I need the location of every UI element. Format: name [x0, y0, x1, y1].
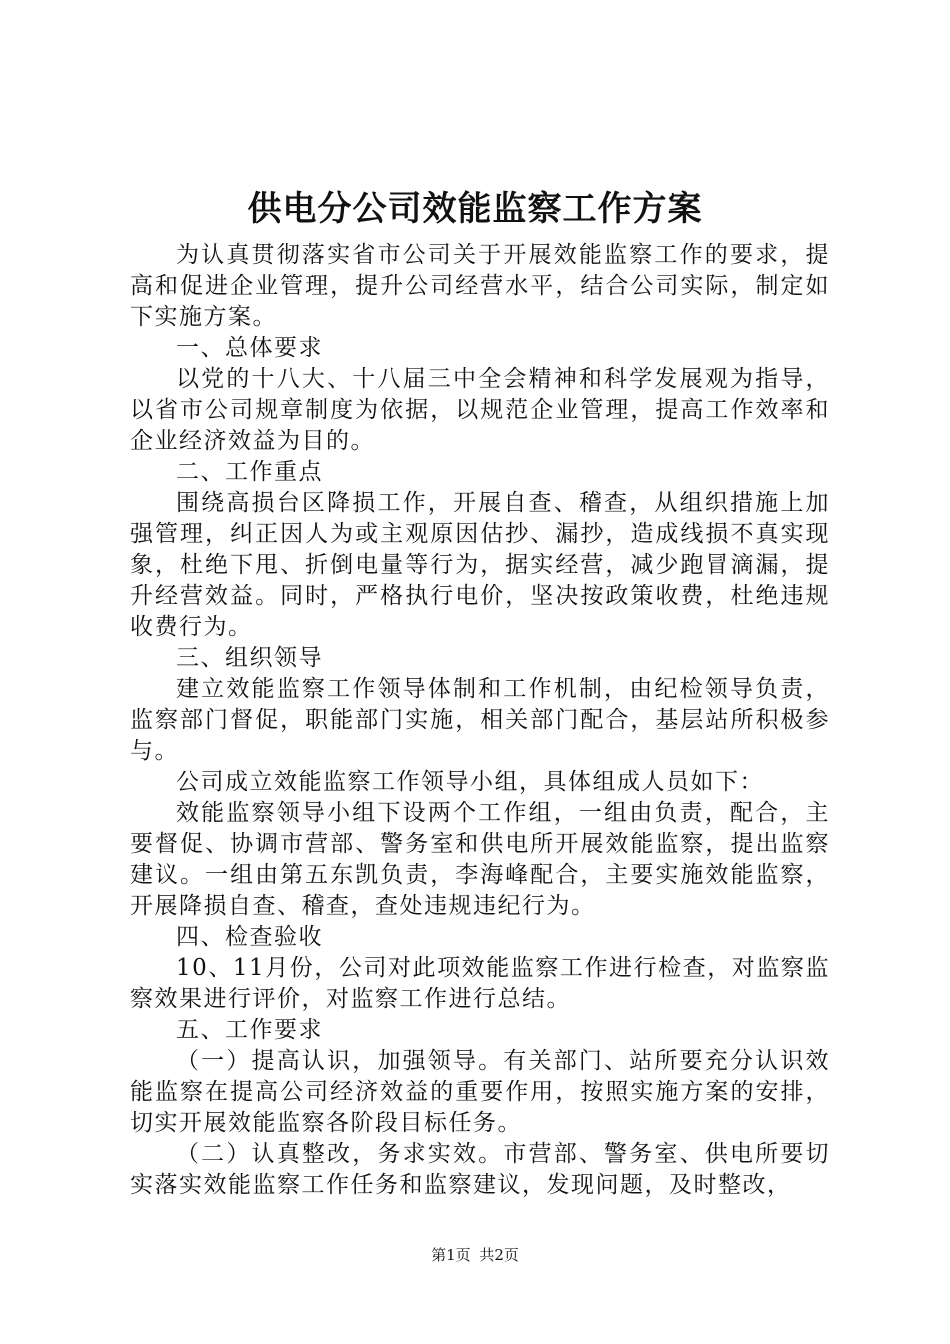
section-heading-general: 一、总体要求: [176, 335, 323, 361]
paragraph-inspection: 10、11月份，公司对此项效能监察工作进行检查，对监察监察效果进行评价，对监察工作进行总结。: [130, 955, 830, 1012]
section-heading-inspection: 四、检查验收: [176, 924, 323, 950]
paragraph-group-members: 公司成立效能监察工作领导小组，具体组成人员如下：: [176, 769, 764, 795]
intro-paragraph: 为认真贯彻落实省市公司关于开展效能监察工作的要求，提高和促进企业管理，提升公司经营水平，结合公司实际，制定如下实施方案。: [130, 242, 830, 330]
paragraph-requirement-1: （一）提高认识，加强领导。有关部门、站所要充分认识效能监察在提高公司经济效益的重要作用，按照实施方案的安排，切实开展效能监察各阶段目标任务。: [130, 1048, 830, 1136]
page-footer: [0, 1244, 950, 1266]
paragraph-leadership: 建立效能监察工作领导体制和工作机制，由纪检领导负责，监察部门督促，职能部门实施，相关部门配合，基层站所积极参与。: [130, 676, 830, 764]
page-number: 第1页: [431, 1246, 471, 1264]
paragraph-working-groups: 效能监察领导小组下设两个工作组，一组由负责，配合，主要督促、协调市营部、警务室和供电所开展效能监察，提出监察建议。一组由第五东凯负责，李海峰配合，主要实施效能监察，开展降损自查、稽查，查处违规违纪行为。: [130, 800, 830, 919]
paragraph-requirement-2: （二）认真整改，务求实效。市营部、警务室、供电所要切实落实效能监察工作任务和监察建议，发现问题，及时整改，: [130, 1141, 830, 1198]
document-body: [130, 234, 830, 1201]
section-heading-requirements: 五、工作要求: [176, 1017, 323, 1043]
paragraph-work-focus: 围绕高损台区降损工作，开展自查、稽查，从组织措施上加强管理，纠正因人为或主观原因估抄、漏抄，造成线损不真实现象，杜绝下甩、折倒电量等行为，据实经营，减少跑冒滴漏，提升经营效益。同时，严格执行电价，坚决按政策收费，杜绝违规收费行为。: [130, 490, 830, 640]
section-heading-leadership: 三、组织领导: [176, 645, 323, 671]
section-heading-focus: 二、工作重点: [176, 459, 323, 485]
document-title: 供电分公司效能监察工作方案: [247, 189, 703, 229]
paragraph-general-requirements: 以党的十八大、十八届三中全会精神和科学发展观为指导，以省市公司规章制度为依据，以规范企业管理，提高工作效率和企业经济效益为目的。: [130, 366, 830, 454]
page-total: 共2页: [479, 1246, 519, 1264]
